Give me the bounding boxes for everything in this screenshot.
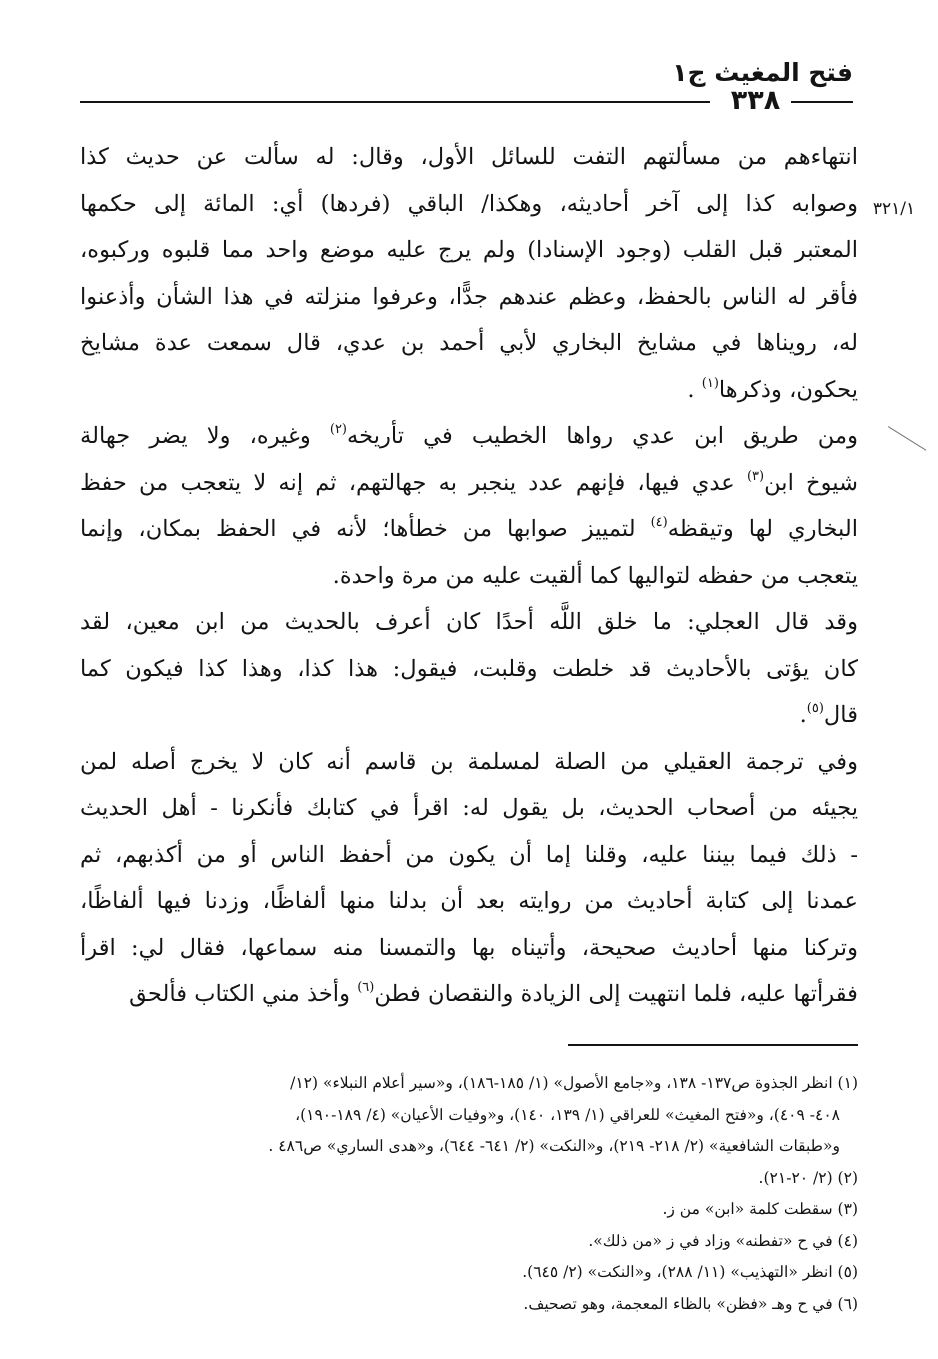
line-text: - ذلك فيما بيننا عليه، وقلنا إما أن يكون من أحفظ الناس أو من أكذبهم، ثم bbox=[80, 841, 858, 868]
footnote-line: (٥) انظر «التهذيب» (١١/ ٢٨٨)، و«النكت» (٢/ ٦٤٥). bbox=[522, 1263, 858, 1281]
footnote-separator bbox=[568, 1044, 858, 1046]
text-line bbox=[80, 367, 858, 414]
line-text: المعتبر قبل القلب (وجود الإسنادا) ولم يرج عليه موضع واحد مما قلبوه وركبوه، bbox=[80, 237, 858, 263]
line-text: انتهاءهم من مسألتهم التفت للسائل الأول، وقال: له سألت عن حديث كذا bbox=[80, 144, 858, 170]
footnote bbox=[80, 1068, 858, 1163]
book-title: فتح المغيث ج١ bbox=[672, 58, 853, 87]
text-line bbox=[80, 599, 858, 646]
line-text: وتركنا منها أحاديث صحيحة، وأتيناه بها والتمسنا منه سماعها، فقال لي: اقرأ bbox=[80, 934, 858, 961]
footnote bbox=[80, 1226, 858, 1258]
text-line bbox=[80, 274, 858, 321]
line-text-continued: عدي فيها، فإنهم عدد ينجبر به جهالتهم، ثم إنه لا يتعجب من حفظ bbox=[80, 469, 747, 496]
line-text-continued: . bbox=[687, 376, 702, 403]
line-text-continued: لتمييز صوابها من خطأها؛ لأنه في الحفظ بمكان، وإنما bbox=[80, 516, 651, 542]
text-line bbox=[80, 646, 858, 693]
line-text: يحكون، وذكرها bbox=[718, 376, 858, 403]
line-text: فأقر له الناس بالحفظ، وعظم عندهم جدًّا، وعرفوا منزلته في هذا الشأن وأذعنوا bbox=[80, 283, 858, 310]
text-line bbox=[80, 971, 858, 1018]
footnote bbox=[80, 1289, 858, 1321]
paragraph bbox=[80, 413, 858, 599]
text-line bbox=[80, 878, 858, 925]
header-rule bbox=[80, 101, 710, 103]
text-line bbox=[80, 925, 858, 972]
line-text: وقد قال العجلي: ما خلق اللَّه أحدًا كان أعرف بالحديث من ابن معين، لقد bbox=[80, 609, 858, 635]
line-text: فقرأتها عليه، فلما انتهيت إلى الزيادة والنقصان فطن bbox=[374, 981, 858, 1007]
text-line bbox=[80, 506, 858, 553]
line-text: عمدنا إلى كتابة أحاديث من روايته بعد أن بدلنا منها ألفاظًا، وزدنا فيها ألفاظًا، bbox=[80, 888, 858, 914]
line-text-continued: وأخذ مني الكتاب فألحق bbox=[129, 981, 358, 1007]
text-line bbox=[80, 413, 858, 460]
footnote-line: و«طبقات الشافعية» (٢/ ٢١٨- ٢١٩)، و«النكت» (٢/ ٦٤١- ٦٤٤)، و«هدى الساري» ص٤٨٦ . bbox=[268, 1137, 840, 1155]
text-line bbox=[80, 227, 858, 274]
footnote-reference[interactable]: (٤) bbox=[650, 515, 668, 530]
paragraph bbox=[80, 739, 858, 1018]
text-line bbox=[80, 832, 858, 879]
margin-reference: ٣٢١/١ bbox=[872, 199, 916, 219]
footnote-reference[interactable]: (٥) bbox=[806, 701, 824, 716]
line-text-continued: . bbox=[799, 702, 807, 728]
footnote-reference[interactable]: (٦) bbox=[357, 980, 375, 995]
footnote-line: (٢) (٢/ ٢٠-٢١). bbox=[758, 1168, 858, 1187]
page-number: ٣٣٨ bbox=[730, 85, 781, 116]
line-text: وصوابه كذا إلى آخر أحاديثه، وهكذا/ الباقي (فردها) أي: المائة إلى حكمها bbox=[80, 190, 858, 217]
text-line bbox=[80, 460, 858, 507]
footnote bbox=[80, 1257, 858, 1289]
footnote-line: ٤٠٨- ٤٠٩)، و«فتح المغيث» للعراقي (١/ ١٣٩، ١٤٠)، و«وفيات الأعيان» (٤/ ١٨٩-١٩٠)، bbox=[295, 1105, 840, 1124]
footnote-line: (٦) في ح وهـ «فظن» بالظاء المعجمة، وهو تصحيف. bbox=[523, 1294, 858, 1313]
line-text: يتعجب من حفظه لتواليها كما ألقيت عليه من مرة واحدة. bbox=[332, 562, 858, 589]
line-text: له، رويناها في مشايخ البخاري لأبي أحمد بن عدي، قال سمعت عدة مشايخ bbox=[80, 330, 858, 356]
margin-stray-mark bbox=[888, 426, 927, 451]
line-text: شيوخ ابن bbox=[764, 469, 858, 496]
text-line bbox=[80, 181, 858, 228]
footnote-reference[interactable]: (٢) bbox=[329, 422, 347, 437]
main-text bbox=[80, 134, 858, 1018]
text-line bbox=[80, 692, 858, 739]
footnotes bbox=[80, 1068, 858, 1320]
footnote-line: (٤) في ح «تفطنه» وزاد في ز «من ذلك». bbox=[588, 1231, 858, 1250]
line-text: كان يؤتى بالأحاديث قد خلطت وقلبت، فيقول: هذا كذا، وهذا كذا فيكون كما bbox=[80, 655, 858, 682]
footnote-line: (١) انظر الجذوة ص١٣٧- ١٣٨، و«جامع الأصول» (١/ ١٨٥-١٨٦)، و«سير أعلام النبلاء» (١٢/ bbox=[290, 1074, 858, 1092]
header-rule-short bbox=[791, 101, 853, 103]
line-text: ومن طريق ابن عدي رواها الخطيب في تأريخه bbox=[347, 423, 858, 449]
text-line bbox=[80, 553, 858, 600]
footnote bbox=[80, 1194, 858, 1226]
line-text: يجيئه من أصحاب الحديث، بل يقول له: اقرأ في كتابك فأنكرنا - أهل الحديث bbox=[80, 795, 858, 821]
footnote-reference[interactable]: (٣) bbox=[746, 468, 765, 484]
paragraph bbox=[80, 134, 858, 413]
line-text: وفي ترجمة العقيلي من الصلة لمسلمة بن قاسم أنه كان لا يخرج أصله لمن bbox=[80, 748, 858, 775]
footnote bbox=[80, 1163, 858, 1195]
text-line bbox=[80, 739, 858, 786]
text-line bbox=[80, 785, 858, 832]
line-text: قال bbox=[823, 702, 858, 728]
line-text: البخاري لها وتيقظه bbox=[667, 516, 858, 542]
text-line bbox=[80, 320, 858, 367]
line-text-continued: وغيره، ولا يضر جهالة bbox=[80, 423, 330, 449]
footnote-reference[interactable]: (١) bbox=[701, 375, 719, 391]
text-line bbox=[80, 134, 858, 181]
paragraph bbox=[80, 599, 858, 739]
footnote-line: (٣) سقطت كلمة «ابن» من ز. bbox=[662, 1200, 858, 1218]
